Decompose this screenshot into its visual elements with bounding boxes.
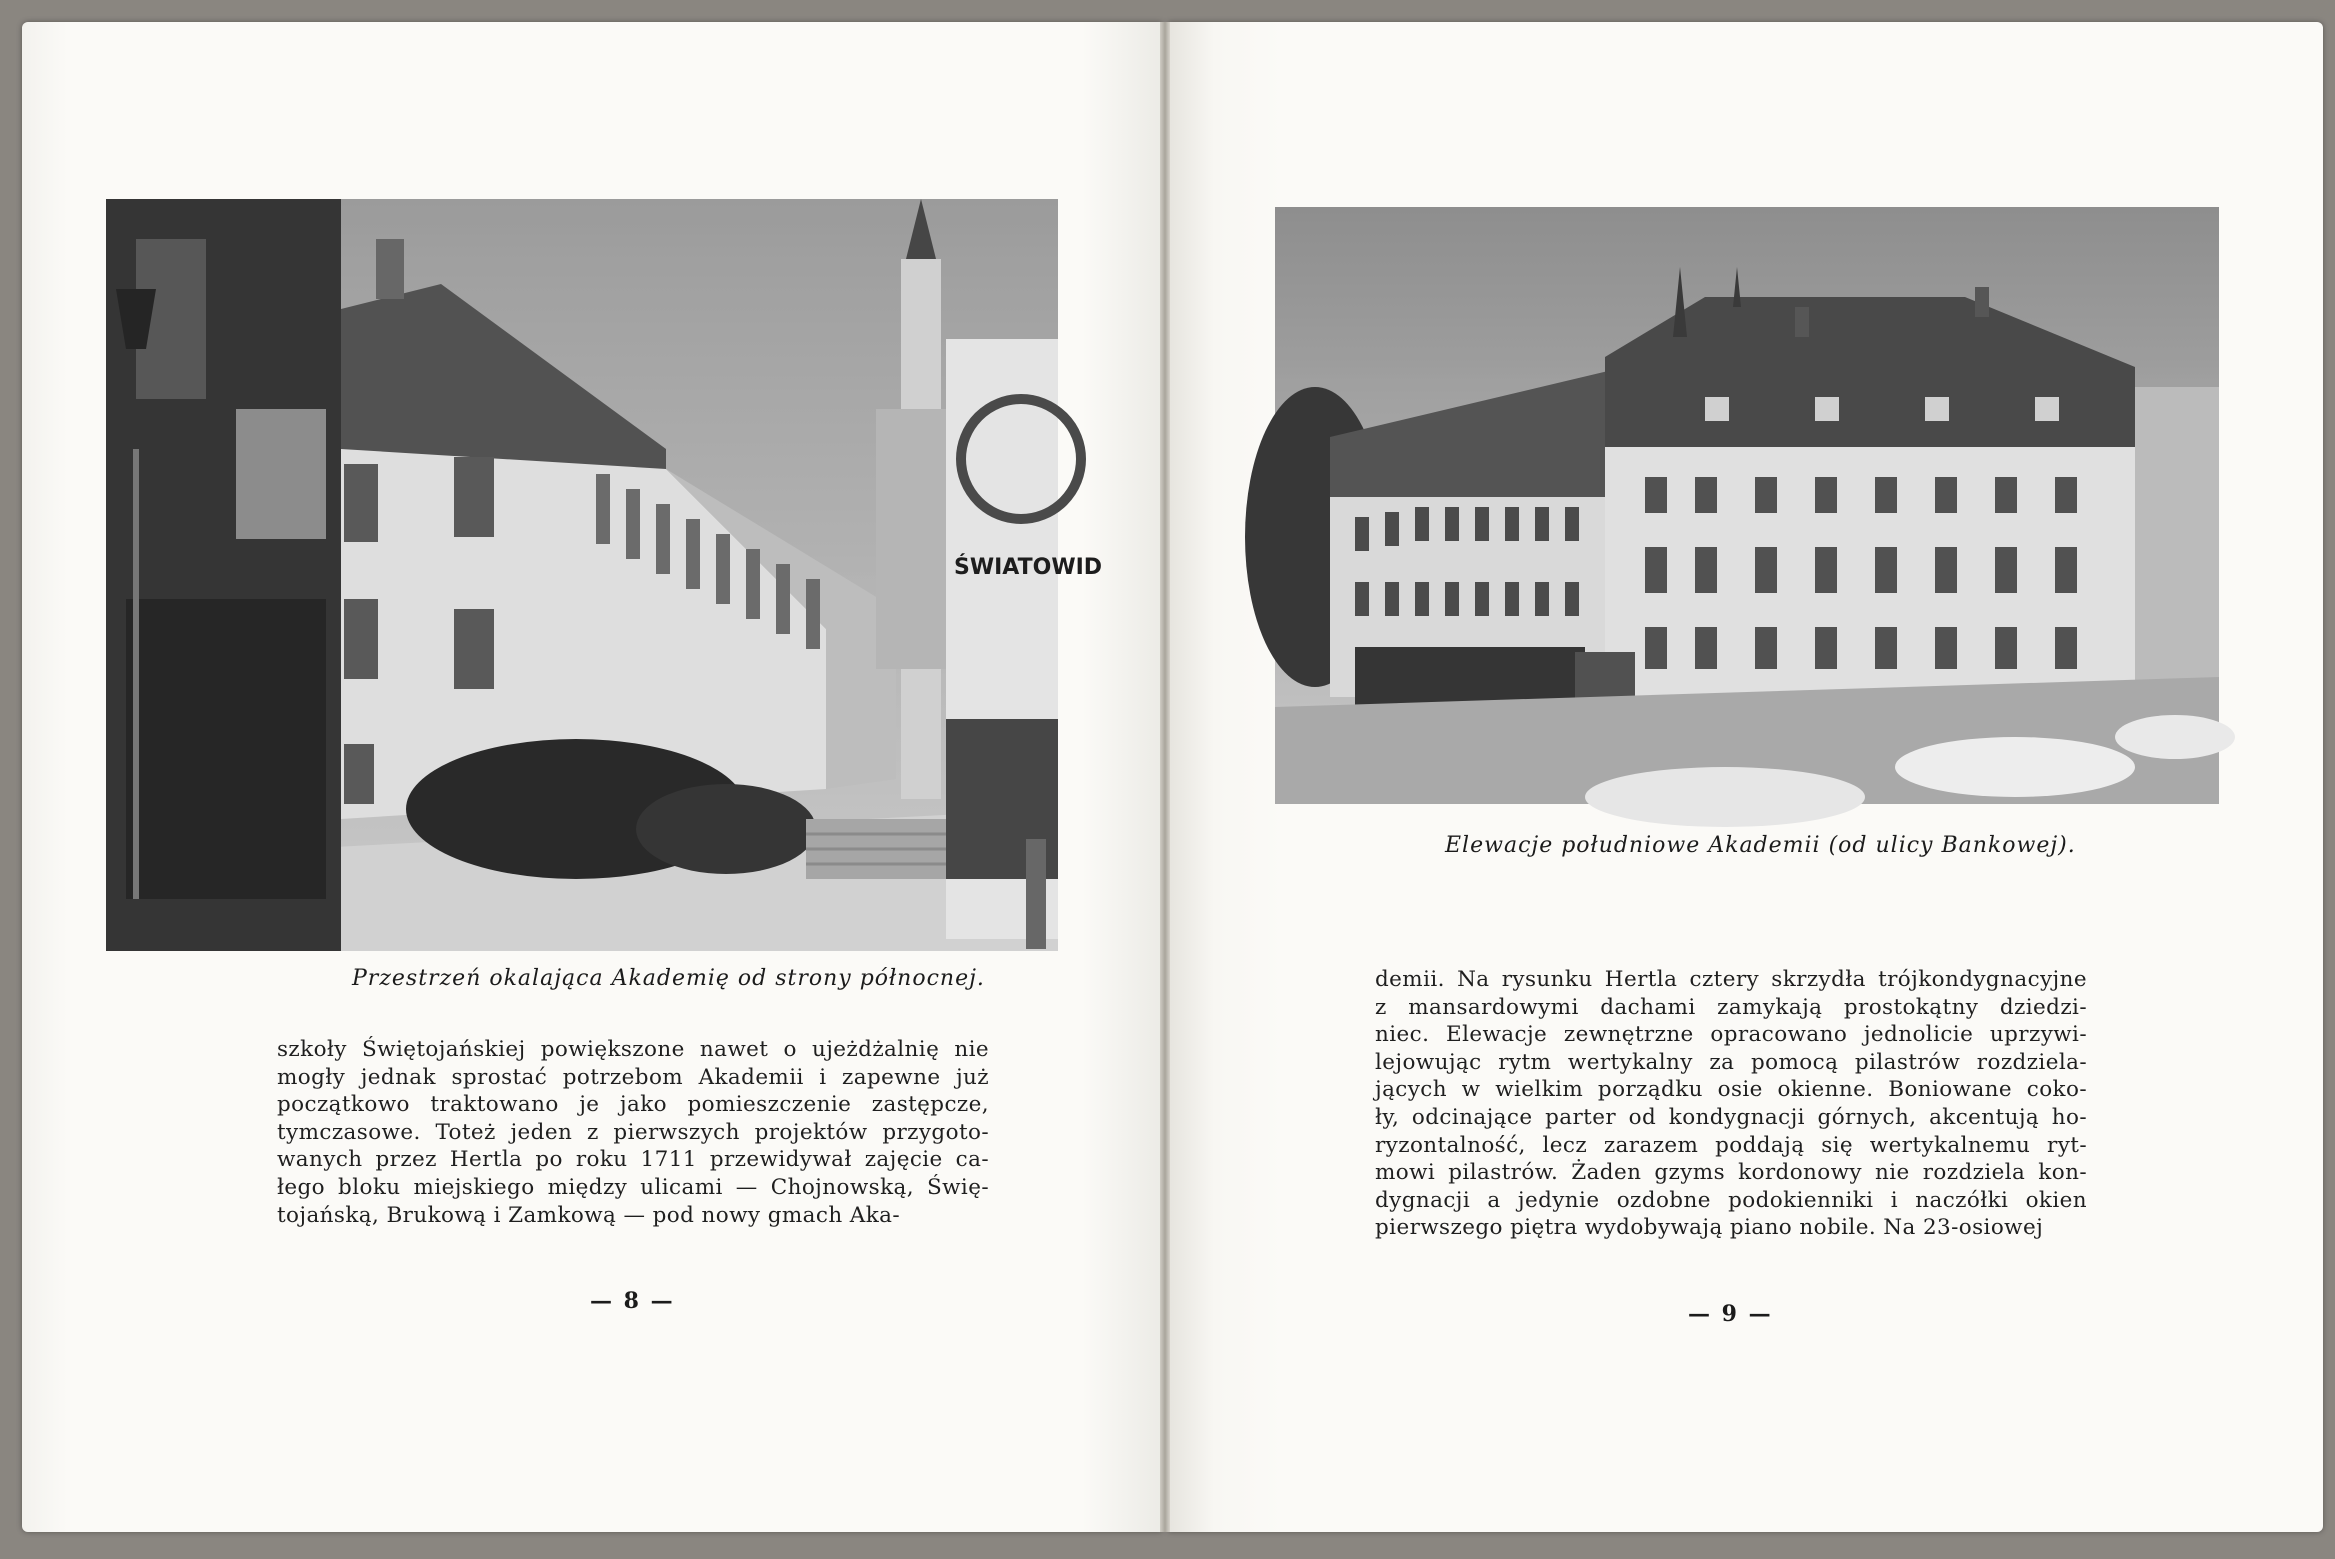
left-paragraph-text-line: początkowo traktowano je jako pomieszczenie zastępcze,	[277, 1092, 989, 1118]
right-paragraph	[1375, 966, 2087, 1242]
right-paragraph-text-line: niec. Elewacje zewnętrzne opracowano jednolicie uprzywi-	[1375, 1022, 2087, 1048]
right-paragraph-text-line: z mansardowymi dachami zamykają prostokątny dziedzi-	[1375, 994, 2087, 1020]
left-paragraph-text-line: tymczasowe. Toteż jeden z pierwszych projektów przygoto-	[277, 1119, 989, 1145]
right-photo-south-elevation	[1275, 207, 2219, 804]
right-paragraph-text-line: demii. Na rysunku Hertla cztery skrzydła trójkondygnacyjne	[1375, 967, 2087, 992]
left-paragraph	[277, 1036, 989, 1229]
right-paragraph-text-line: mowi pilastrów. Żaden gzyms kordonowy nie rozdziela kon-	[1375, 1160, 2087, 1186]
left-paragraph-text-line: mogły jednak sprostać potrzebom Akademii i zapewne już	[277, 1064, 989, 1090]
left-paragraph-text-line: szkoły Świętojańskiej powiększone nawet o ujeżdżalnię nie	[277, 1037, 989, 1062]
right-paragraph-text-line: ły, odcinające parter od kondygnacji górnych, akcentują ho-	[1375, 1104, 2087, 1130]
right-paragraph-text-line: lejowując rytm wertykalny za pomocą pilastrów rozdziela-	[1375, 1049, 2087, 1075]
left-photo-caption: Przestrzeń okalająca Akademię od strony północnej.	[352, 966, 985, 991]
right-paragraph-text-line: ryzontalność, lecz zarazem poddają się wertykalnemu ryt-	[1375, 1132, 2087, 1158]
left-paragraph-text-line: wanych przez Hertla po roku 1711 przewidywał zajęcie ca-	[277, 1147, 989, 1173]
right-paragraph-text-line: pierwszego piętra wydobywają piano nobile. Na 23-osiowej	[1375, 1215, 2044, 1241]
left-paragraph-text-line: łego bloku miejskiego między ulicami — Chojnowską, Świę-	[277, 1174, 989, 1200]
book-gutter	[1160, 22, 1170, 1532]
right-paragraph-text-line: dygnacji a jedynie ozdobne podokienniki i naczółki okien	[1375, 1187, 2087, 1213]
left-page-number: — 8 —	[590, 1288, 675, 1314]
left-photo-north-side	[106, 199, 1103, 951]
right-page-number: — 9 —	[1688, 1301, 1773, 1327]
left-paragraph-text-line: tojańską, Brukową i Zamkową — pod nowy gmach Aka-	[277, 1202, 901, 1228]
right-photo-caption: Elewacje południowe Akademii (od ulicy Bankowej).	[1445, 833, 2076, 858]
left-photo-sign: ŚWIATOWID	[954, 555, 1103, 580]
right-paragraph-text-line: jących w wielkim porządku osie okienne. Boniowane coko-	[1375, 1077, 2087, 1103]
